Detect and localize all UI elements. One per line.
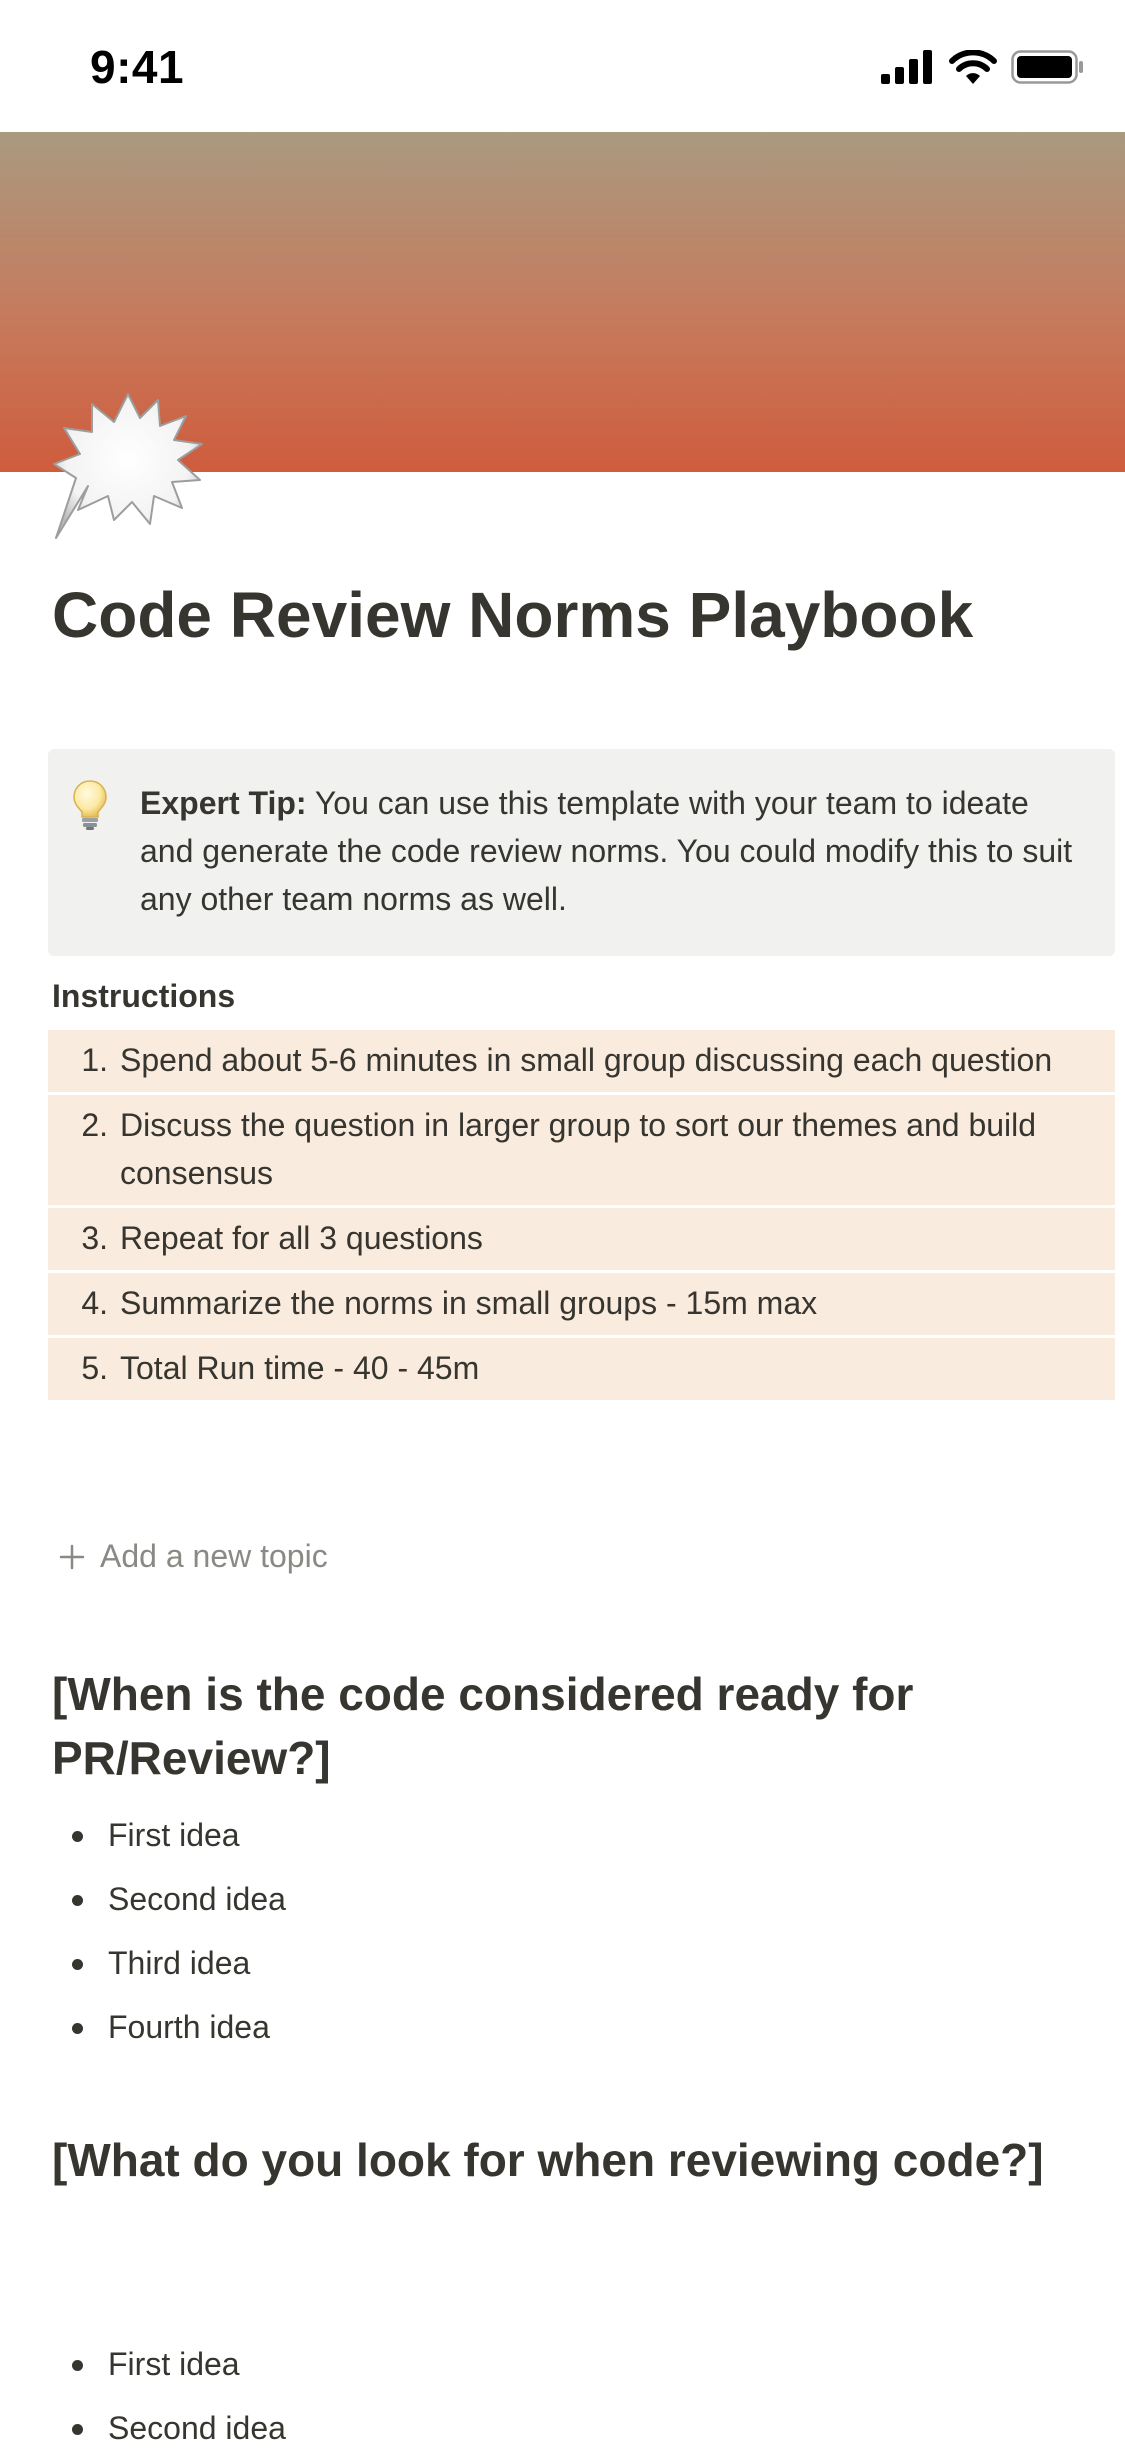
instruction-text: Repeat for all 3 questions [120, 1220, 483, 1256]
callout-bold-label: Expert Tip: [140, 785, 307, 821]
list-item[interactable]: Fourth idea [52, 1995, 286, 2059]
instruction-number: 2. [81, 1107, 108, 1143]
instruction-number: 4. [81, 1285, 108, 1321]
list-item[interactable]: Second idea [52, 2396, 286, 2460]
instructions-label[interactable]: Instructions [52, 978, 236, 1014]
cellular-signal-icon [881, 50, 935, 84]
instruction-item[interactable] [48, 1338, 1115, 1400]
list-item[interactable]: First idea [52, 1803, 286, 1867]
status-time: 9:41 [90, 41, 185, 93]
anger-speech-bubble-icon[interactable] [48, 388, 208, 548]
instruction-text: Discuss the question in larger group to sort our themes and build consensus [120, 1107, 1037, 1191]
instruction-item[interactable] [48, 1273, 1115, 1335]
instruction-item[interactable] [48, 1208, 1115, 1270]
status-bar [0, 0, 1125, 132]
expert-tip-callout[interactable] [48, 749, 1115, 956]
instructions-list [48, 1030, 1115, 1403]
list-item[interactable]: Second idea [52, 1867, 286, 1931]
instruction-text: Summarize the norms in small groups - 15m max [120, 1285, 818, 1321]
instruction-item[interactable] [48, 1095, 1115, 1205]
instruction-number: 5. [81, 1350, 108, 1386]
instruction-number: 3. [81, 1220, 108, 1256]
status-icons [881, 50, 1085, 84]
battery-icon [1011, 50, 1085, 84]
wifi-icon [949, 50, 997, 84]
page-title[interactable]: Code Review Norms Playbook [52, 579, 974, 651]
plus-icon [58, 1543, 86, 1571]
bullet-list [52, 2332, 286, 2460]
callout-body: You can use this template with your team to ideate and generate the code review norms. You could modify this to suit any other team norms as well. [140, 785, 1073, 917]
callout-text[interactable] [140, 779, 1080, 923]
instruction-text: Spend about 5-6 minutes in small group discussing each question [120, 1042, 1053, 1078]
section-heading[interactable]: [When is the code considered ready for PR/Review?] [52, 1668, 914, 1784]
instruction-item[interactable] [48, 1030, 1115, 1092]
instruction-number: 1. [81, 1042, 108, 1078]
instruction-text: Total Run time - 40 - 45m [120, 1350, 480, 1386]
add-new-topic-button[interactable] [58, 1538, 328, 1575]
lightbulb-icon[interactable] [70, 779, 110, 831]
list-item[interactable]: Third idea [52, 1931, 286, 1995]
list-item[interactable]: First idea [52, 2332, 286, 2396]
add-new-topic-label: Add a new topic [100, 1538, 328, 1574]
section-heading[interactable]: [What do you look for when reviewing code?] [52, 2134, 1044, 2186]
bullet-list [52, 1803, 286, 2059]
